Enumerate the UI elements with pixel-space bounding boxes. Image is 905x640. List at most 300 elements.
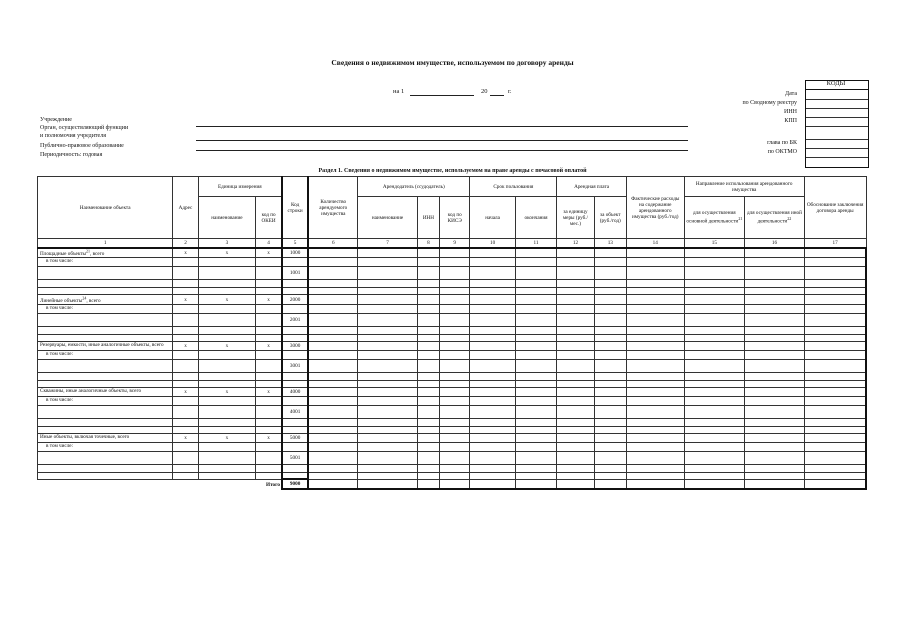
code-extra-cell[interactable] — [806, 157, 868, 158]
cell-col-12[interactable] — [557, 380, 594, 387]
cell-col-10[interactable] — [470, 350, 515, 359]
cell-col-12[interactable] — [557, 295, 594, 305]
cell-col-11[interactable] — [515, 464, 556, 472]
cell-col-17[interactable] — [804, 359, 866, 372]
cell-col-12[interactable] — [557, 304, 594, 313]
cell-col-16[interactable] — [745, 380, 805, 387]
cell-col-8[interactable] — [417, 426, 439, 433]
cell-col-2[interactable] — [173, 451, 198, 464]
total-cell-col-8[interactable] — [417, 479, 439, 489]
cell-col-2[interactable] — [173, 350, 198, 359]
cell-col-4[interactable] — [256, 280, 282, 288]
cell-col-4[interactable] — [256, 350, 282, 359]
cell-col-12[interactable] — [557, 359, 594, 372]
cell-col-11[interactable] — [515, 418, 556, 426]
cell-col-9[interactable] — [440, 350, 470, 359]
code-date-cell[interactable] — [806, 99, 868, 100]
total-cell-col-16[interactable] — [745, 479, 805, 489]
cell-col-15[interactable] — [684, 472, 745, 479]
cell-col-6[interactable] — [308, 341, 358, 350]
cell-col-14[interactable] — [626, 288, 684, 295]
cell-col-4[interactable] — [256, 372, 282, 380]
cell-col-2[interactable] — [173, 426, 198, 433]
institution-line[interactable] — [196, 126, 688, 127]
cell-col-9[interactable] — [440, 267, 470, 280]
cell-col-9[interactable] — [440, 295, 470, 305]
cell-col-15[interactable] — [684, 451, 745, 464]
cell-col-17[interactable] — [804, 334, 866, 341]
cell-col-12[interactable] — [557, 472, 594, 479]
cell-col-16[interactable] — [745, 472, 805, 479]
cell-col-8[interactable] — [417, 267, 439, 280]
cell-col-10[interactable] — [470, 341, 515, 350]
cell-col-4[interactable] — [256, 405, 282, 418]
cell-col-7[interactable] — [358, 304, 418, 313]
cell-col-10[interactable] — [470, 472, 515, 479]
cell-col-2[interactable] — [173, 442, 198, 451]
cell-col-16[interactable] — [745, 426, 805, 433]
cell-col-7[interactable] — [358, 472, 418, 479]
cell-col-12[interactable] — [557, 372, 594, 380]
code-inn-cell[interactable] — [806, 117, 868, 118]
cell-col-14[interactable] — [626, 295, 684, 305]
cell-col-13[interactable] — [594, 295, 626, 305]
cell-col-2[interactable] — [173, 326, 198, 334]
cell-col-16[interactable] — [745, 280, 805, 288]
cell-col-2[interactable]: x — [173, 387, 198, 396]
cell-col-17[interactable] — [804, 451, 866, 464]
cell-col-6[interactable] — [308, 258, 358, 267]
cell-col-16[interactable] — [745, 334, 805, 341]
cell-col-4[interactable] — [256, 288, 282, 295]
cell-col-12[interactable] — [557, 313, 594, 326]
cell-col-8[interactable] — [417, 313, 439, 326]
cell-col-9[interactable] — [440, 341, 470, 350]
cell-col-10[interactable] — [470, 267, 515, 280]
cell-col-3[interactable]: x — [198, 433, 256, 442]
cell-col-3[interactable] — [198, 326, 256, 334]
cell-col-10[interactable] — [470, 418, 515, 426]
cell-col-16[interactable] — [745, 372, 805, 380]
cell-col-8[interactable] — [417, 280, 439, 288]
cell-col-10[interactable] — [470, 326, 515, 334]
cell-col-15[interactable] — [684, 326, 745, 334]
cell-col-7[interactable] — [358, 387, 418, 396]
total-cell-col-6[interactable] — [308, 479, 358, 489]
cell-col-8[interactable] — [417, 295, 439, 305]
cell-col-6[interactable] — [308, 464, 358, 472]
cell-col-13[interactable] — [594, 396, 626, 405]
cell-col-14[interactable] — [626, 472, 684, 479]
cell-col-17[interactable] — [804, 258, 866, 267]
cell-col-3[interactable]: x — [198, 341, 256, 350]
cell-col-13[interactable] — [594, 326, 626, 334]
cell-col-11[interactable] — [515, 372, 556, 380]
cell-col-15[interactable] — [684, 418, 745, 426]
cell-col-10[interactable] — [470, 334, 515, 341]
cell-col-13[interactable] — [594, 451, 626, 464]
cell-col-9[interactable] — [440, 258, 470, 267]
cell-col-16[interactable] — [745, 433, 805, 442]
cell-col-17[interactable] — [804, 267, 866, 280]
cell-col-2[interactable] — [173, 258, 198, 267]
cell-col-8[interactable] — [417, 405, 439, 418]
cell-col-3[interactable]: x — [198, 387, 256, 396]
cell-col-10[interactable] — [470, 426, 515, 433]
cell-col-10[interactable] — [470, 248, 515, 258]
cell-col-9[interactable] — [440, 426, 470, 433]
cell-col-2[interactable]: x — [173, 341, 198, 350]
cell-col-16[interactable] — [745, 326, 805, 334]
cell-col-10[interactable] — [470, 451, 515, 464]
cell-col-6[interactable] — [308, 267, 358, 280]
cell-col-14[interactable] — [626, 326, 684, 334]
cell-col-3[interactable] — [198, 258, 256, 267]
cell-col-16[interactable] — [745, 451, 805, 464]
cell-col-17[interactable] — [804, 464, 866, 472]
total-cell-col-7[interactable] — [358, 479, 418, 489]
cell-col-4[interactable] — [256, 396, 282, 405]
cell-col-6[interactable] — [308, 326, 358, 334]
cell-col-15[interactable] — [684, 387, 745, 396]
cell-col-12[interactable] — [557, 280, 594, 288]
cell-col-17[interactable] — [804, 326, 866, 334]
cell-col-4[interactable]: x — [256, 295, 282, 305]
cell-col-7[interactable] — [358, 418, 418, 426]
cell-col-14[interactable] — [626, 313, 684, 326]
cell-col-4[interactable] — [256, 267, 282, 280]
cell-col-12[interactable] — [557, 267, 594, 280]
cell-col-13[interactable] — [594, 380, 626, 387]
cell-col-16[interactable] — [745, 248, 805, 258]
cell-col-7[interactable] — [358, 396, 418, 405]
cell-col-7[interactable] — [358, 313, 418, 326]
cell-col-16[interactable] — [745, 464, 805, 472]
cell-col-14[interactable] — [626, 334, 684, 341]
cell-col-11[interactable] — [515, 295, 556, 305]
cell-col-10[interactable] — [470, 372, 515, 380]
total-cell-col-10[interactable] — [470, 479, 515, 489]
cell-col-15[interactable] — [684, 295, 745, 305]
cell-col-14[interactable] — [626, 359, 684, 372]
cell-col-12[interactable] — [557, 350, 594, 359]
cell-col-11[interactable] — [515, 326, 556, 334]
cell-col-8[interactable] — [417, 304, 439, 313]
cell-col-16[interactable] — [745, 267, 805, 280]
cell-col-13[interactable] — [594, 248, 626, 258]
cell-col-15[interactable] — [684, 372, 745, 380]
cell-col-10[interactable] — [470, 304, 515, 313]
cell-col-7[interactable] — [358, 341, 418, 350]
cell-col-7[interactable] — [358, 464, 418, 472]
cell-col-17[interactable] — [804, 418, 866, 426]
cell-col-10[interactable] — [470, 313, 515, 326]
cell-col-11[interactable] — [515, 387, 556, 396]
cell-col-3[interactable] — [198, 464, 256, 472]
cell-col-11[interactable] — [515, 280, 556, 288]
cell-col-3[interactable]: x — [198, 295, 256, 305]
cell-col-9[interactable] — [440, 405, 470, 418]
cell-col-15[interactable] — [684, 433, 745, 442]
cell-col-12[interactable] — [557, 258, 594, 267]
cell-col-14[interactable] — [626, 341, 684, 350]
cell-col-10[interactable] — [470, 442, 515, 451]
cell-col-15[interactable] — [684, 380, 745, 387]
cell-col-15[interactable] — [684, 313, 745, 326]
cell-col-15[interactable] — [684, 248, 745, 258]
cell-col-15[interactable] — [684, 426, 745, 433]
cell-col-2[interactable] — [173, 334, 198, 341]
cell-col-9[interactable] — [440, 248, 470, 258]
cell-col-10[interactable] — [470, 359, 515, 372]
cell-col-12[interactable] — [557, 442, 594, 451]
cell-col-15[interactable] — [684, 442, 745, 451]
cell-col-10[interactable] — [470, 288, 515, 295]
cell-col-13[interactable] — [594, 341, 626, 350]
cell-col-10[interactable] — [470, 387, 515, 396]
cell-col-6[interactable] — [308, 313, 358, 326]
cell-col-2[interactable]: x — [173, 433, 198, 442]
cell-col-4[interactable]: x — [256, 341, 282, 350]
cell-col-12[interactable] — [557, 248, 594, 258]
cell-col-14[interactable] — [626, 464, 684, 472]
cell-col-11[interactable] — [515, 472, 556, 479]
cell-col-14[interactable] — [626, 258, 684, 267]
cell-col-9[interactable] — [440, 418, 470, 426]
cell-col-9[interactable] — [440, 464, 470, 472]
cell-col-6[interactable] — [308, 442, 358, 451]
cell-col-11[interactable] — [515, 359, 556, 372]
cell-col-17[interactable] — [804, 341, 866, 350]
cell-col-13[interactable] — [594, 426, 626, 433]
cell-col-6[interactable] — [308, 288, 358, 295]
cell-col-14[interactable] — [626, 442, 684, 451]
cell-col-3[interactable] — [198, 267, 256, 280]
cell-col-16[interactable] — [745, 418, 805, 426]
cell-col-15[interactable] — [684, 334, 745, 341]
cell-col-13[interactable] — [594, 280, 626, 288]
cell-col-2[interactable] — [173, 280, 198, 288]
cell-col-13[interactable] — [594, 405, 626, 418]
cell-col-13[interactable] — [594, 267, 626, 280]
cell-col-4[interactable]: x — [256, 248, 282, 258]
cell-col-8[interactable] — [417, 396, 439, 405]
cell-col-8[interactable] — [417, 380, 439, 387]
cell-col-2[interactable] — [173, 418, 198, 426]
cell-col-7[interactable] — [358, 442, 418, 451]
cell-col-14[interactable] — [626, 350, 684, 359]
cell-col-12[interactable] — [557, 334, 594, 341]
cell-col-9[interactable] — [440, 313, 470, 326]
cell-col-11[interactable] — [515, 396, 556, 405]
cell-col-7[interactable] — [358, 350, 418, 359]
cell-col-8[interactable] — [417, 442, 439, 451]
cell-col-17[interactable] — [804, 350, 866, 359]
cell-col-16[interactable] — [745, 288, 805, 295]
cell-col-2[interactable] — [173, 372, 198, 380]
cell-col-17[interactable] — [804, 442, 866, 451]
cell-col-4[interactable] — [256, 334, 282, 341]
cell-col-7[interactable] — [358, 248, 418, 258]
cell-col-11[interactable] — [515, 380, 556, 387]
cell-col-11[interactable] — [515, 451, 556, 464]
cell-col-17[interactable] — [804, 396, 866, 405]
cell-col-10[interactable] — [470, 295, 515, 305]
cell-col-6[interactable] — [308, 359, 358, 372]
cell-col-9[interactable] — [440, 387, 470, 396]
cell-col-7[interactable] — [358, 326, 418, 334]
cell-col-15[interactable] — [684, 304, 745, 313]
cell-col-11[interactable] — [515, 426, 556, 433]
cell-col-14[interactable] — [626, 387, 684, 396]
cell-col-13[interactable] — [594, 387, 626, 396]
cell-col-15[interactable] — [684, 258, 745, 267]
cell-col-8[interactable] — [417, 451, 439, 464]
cell-col-17[interactable] — [804, 295, 866, 305]
cell-col-13[interactable] — [594, 464, 626, 472]
cell-col-13[interactable] — [594, 433, 626, 442]
cell-col-8[interactable] — [417, 433, 439, 442]
cell-col-16[interactable] — [745, 295, 805, 305]
cell-col-17[interactable] — [804, 288, 866, 295]
total-cell-col-14[interactable] — [626, 479, 684, 489]
total-cell-col-17[interactable] — [804, 479, 866, 489]
cell-col-7[interactable] — [358, 295, 418, 305]
cell-col-17[interactable] — [804, 426, 866, 433]
cell-col-3[interactable] — [198, 359, 256, 372]
cell-col-9[interactable] — [440, 334, 470, 341]
cell-col-2[interactable] — [173, 267, 198, 280]
cell-col-3[interactable] — [198, 304, 256, 313]
cell-col-11[interactable] — [515, 405, 556, 418]
cell-col-2[interactable] — [173, 380, 198, 387]
cell-col-14[interactable] — [626, 372, 684, 380]
cell-col-6[interactable] — [308, 405, 358, 418]
cell-col-12[interactable] — [557, 426, 594, 433]
cell-col-6[interactable] — [308, 295, 358, 305]
cell-col-3[interactable] — [198, 350, 256, 359]
cell-col-15[interactable] — [684, 350, 745, 359]
code-register-cell[interactable] — [806, 108, 868, 109]
cell-col-9[interactable] — [440, 326, 470, 334]
cell-col-11[interactable] — [515, 248, 556, 258]
cell-col-4[interactable] — [256, 418, 282, 426]
cell-col-13[interactable] — [594, 418, 626, 426]
cell-col-7[interactable] — [358, 258, 418, 267]
cell-col-10[interactable] — [470, 433, 515, 442]
cell-col-2[interactable] — [173, 304, 198, 313]
cell-col-2[interactable] — [173, 359, 198, 372]
cell-col-7[interactable] — [358, 288, 418, 295]
cell-col-13[interactable] — [594, 472, 626, 479]
cell-col-16[interactable] — [745, 359, 805, 372]
cell-col-14[interactable] — [626, 418, 684, 426]
cell-col-9[interactable] — [440, 451, 470, 464]
cell-col-3[interactable] — [198, 451, 256, 464]
cell-col-12[interactable] — [557, 418, 594, 426]
cell-col-17[interactable] — [804, 433, 866, 442]
cell-col-6[interactable] — [308, 426, 358, 433]
cell-col-8[interactable] — [417, 350, 439, 359]
cell-col-13[interactable] — [594, 288, 626, 295]
cell-col-16[interactable] — [745, 442, 805, 451]
cell-col-4[interactable] — [256, 442, 282, 451]
cell-col-2[interactable] — [173, 472, 198, 479]
cell-col-11[interactable] — [515, 350, 556, 359]
cell-col-9[interactable] — [440, 304, 470, 313]
cell-col-2[interactable] — [173, 464, 198, 472]
cell-col-15[interactable] — [684, 341, 745, 350]
cell-col-13[interactable] — [594, 372, 626, 380]
cell-col-10[interactable] — [470, 405, 515, 418]
cell-col-16[interactable] — [745, 258, 805, 267]
cell-col-7[interactable] — [358, 267, 418, 280]
cell-col-11[interactable] — [515, 442, 556, 451]
total-cell-col-9[interactable] — [440, 479, 470, 489]
cell-col-15[interactable] — [684, 405, 745, 418]
cell-col-15[interactable] — [684, 464, 745, 472]
public-entity-line[interactable] — [196, 150, 688, 151]
cell-col-16[interactable] — [745, 387, 805, 396]
cell-col-12[interactable] — [557, 451, 594, 464]
cell-col-4[interactable] — [256, 326, 282, 334]
cell-col-2[interactable] — [173, 405, 198, 418]
cell-col-6[interactable] — [308, 350, 358, 359]
cell-col-14[interactable] — [626, 304, 684, 313]
cell-col-3[interactable] — [198, 405, 256, 418]
cell-col-8[interactable] — [417, 359, 439, 372]
cell-col-13[interactable] — [594, 304, 626, 313]
cell-col-12[interactable] — [557, 288, 594, 295]
cell-col-13[interactable] — [594, 313, 626, 326]
cell-col-13[interactable] — [594, 350, 626, 359]
cell-col-17[interactable] — [804, 387, 866, 396]
founder-line[interactable] — [196, 140, 688, 141]
cell-col-2[interactable] — [173, 396, 198, 405]
cell-col-15[interactable] — [684, 280, 745, 288]
cell-col-16[interactable] — [745, 350, 805, 359]
cell-col-9[interactable] — [440, 372, 470, 380]
cell-col-9[interactable] — [440, 280, 470, 288]
cell-col-4[interactable] — [256, 258, 282, 267]
cell-col-11[interactable] — [515, 313, 556, 326]
cell-col-2[interactable] — [173, 288, 198, 295]
cell-col-14[interactable] — [626, 267, 684, 280]
cell-col-16[interactable] — [745, 304, 805, 313]
cell-col-8[interactable] — [417, 464, 439, 472]
cell-col-6[interactable] — [308, 380, 358, 387]
cell-col-4[interactable] — [256, 304, 282, 313]
cell-col-9[interactable] — [440, 359, 470, 372]
code-kpp-cell[interactable] — [806, 126, 868, 127]
cell-col-14[interactable] — [626, 380, 684, 387]
cell-col-15[interactable] — [684, 359, 745, 372]
cell-col-11[interactable] — [515, 288, 556, 295]
cell-col-10[interactable] — [470, 258, 515, 267]
cell-col-4[interactable] — [256, 451, 282, 464]
cell-col-9[interactable] — [440, 472, 470, 479]
cell-col-2[interactable]: x — [173, 295, 198, 305]
cell-col-3[interactable] — [198, 334, 256, 341]
cell-col-9[interactable] — [440, 396, 470, 405]
total-cell-col-15[interactable] — [684, 479, 745, 489]
cell-col-14[interactable] — [626, 280, 684, 288]
cell-col-12[interactable] — [557, 341, 594, 350]
cell-col-6[interactable] — [308, 396, 358, 405]
cell-col-13[interactable] — [594, 442, 626, 451]
cell-col-8[interactable] — [417, 334, 439, 341]
cell-col-6[interactable] — [308, 280, 358, 288]
